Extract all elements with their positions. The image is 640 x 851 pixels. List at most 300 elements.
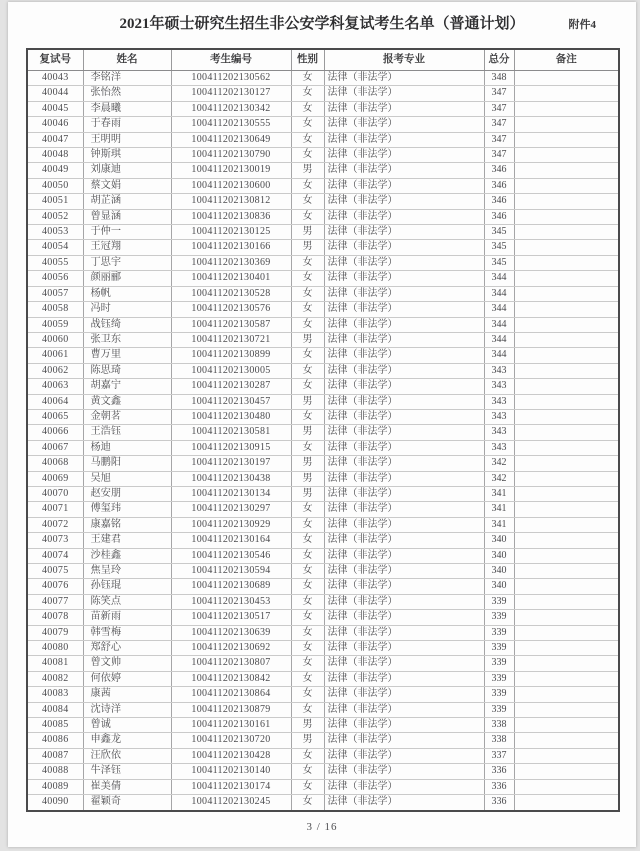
cell-exam-no: 40078: [27, 610, 83, 625]
cell-exam-no: 40090: [27, 795, 83, 811]
cell-score: 345: [484, 240, 514, 255]
cell-gender: 女: [291, 101, 324, 116]
cell-score: 339: [484, 625, 514, 640]
cell-remark: [514, 101, 619, 116]
cell-candidate-no: 100411202130689: [171, 579, 291, 594]
cell-gender: 女: [291, 795, 324, 811]
cell-candidate-no: 100411202130587: [171, 317, 291, 332]
col-header-remark: 备注: [514, 49, 619, 71]
cell-candidate-no: 100411202130161: [171, 718, 291, 733]
cell-major: 法律（非法学）: [324, 86, 484, 101]
cell-score: 341: [484, 486, 514, 501]
cell-score: 347: [484, 101, 514, 116]
cell-name: 曹万里: [83, 348, 171, 363]
cell-remark: [514, 517, 619, 532]
cell-exam-no: 40046: [27, 117, 83, 132]
cell-exam-no: 40059: [27, 317, 83, 332]
cell-candidate-no: 100411202130594: [171, 564, 291, 579]
cell-gender: 女: [291, 286, 324, 301]
cell-remark: [514, 456, 619, 471]
cell-score: 338: [484, 718, 514, 733]
cell-major: 法律（非法学）: [324, 687, 484, 702]
cell-name: 马鹏阳: [83, 456, 171, 471]
cell-name: 牛泽钰: [83, 764, 171, 779]
cell-gender: 男: [291, 486, 324, 501]
cell-exam-no: 40051: [27, 194, 83, 209]
cell-remark: [514, 671, 619, 686]
cell-score: 340: [484, 579, 514, 594]
cell-major: 法律（非法学）: [324, 564, 484, 579]
cell-exam-no: 40044: [27, 86, 83, 101]
cell-gender: 男: [291, 225, 324, 240]
table-row: [27, 456, 619, 471]
cell-major: 法律（非法学）: [324, 379, 484, 394]
cell-name: 韩雪梅: [83, 625, 171, 640]
cell-exam-no: 40086: [27, 733, 83, 748]
cell-candidate-no: 100411202130562: [171, 71, 291, 86]
table-row: [27, 440, 619, 455]
table-row: [27, 610, 619, 625]
cell-remark: [514, 286, 619, 301]
cell-name: 钟斯琪: [83, 148, 171, 163]
cell-gender: 女: [291, 379, 324, 394]
cell-remark: [514, 425, 619, 440]
cell-major: 法律（非法学）: [324, 209, 484, 224]
cell-exam-no: 40082: [27, 671, 83, 686]
cell-candidate-no: 100411202130879: [171, 702, 291, 717]
cell-name: 胡嘉宁: [83, 379, 171, 394]
cell-gender: 男: [291, 332, 324, 347]
cell-name: 战钰绮: [83, 317, 171, 332]
table-row: [27, 255, 619, 270]
cell-candidate-no: 100411202130836: [171, 209, 291, 224]
cell-score: 339: [484, 641, 514, 656]
cell-remark: [514, 132, 619, 147]
table-row: [27, 564, 619, 579]
cell-candidate-no: 100411202130807: [171, 656, 291, 671]
cell-gender: 男: [291, 471, 324, 486]
cell-major: 法律（非法学）: [324, 641, 484, 656]
cell-gender: 女: [291, 764, 324, 779]
cell-remark: [514, 594, 619, 609]
cell-score: 343: [484, 425, 514, 440]
cell-gender: 男: [291, 456, 324, 471]
cell-name: 杨迪: [83, 440, 171, 455]
table-row: [27, 209, 619, 224]
cell-candidate-no: 100411202130174: [171, 779, 291, 794]
cell-gender: 女: [291, 255, 324, 270]
table-row: [27, 687, 619, 702]
table-row: [27, 332, 619, 347]
cell-score: 346: [484, 163, 514, 178]
col-header-major: 报考专业: [324, 49, 484, 71]
cell-major: 法律（非法学）: [324, 409, 484, 424]
cell-exam-no: 40076: [27, 579, 83, 594]
table-row: [27, 379, 619, 394]
cell-major: 法律（非法学）: [324, 471, 484, 486]
cell-name: 康茜: [83, 687, 171, 702]
cell-name: 王冠翔: [83, 240, 171, 255]
cell-exam-no: 40053: [27, 225, 83, 240]
cell-exam-no: 40050: [27, 178, 83, 193]
cell-name: 王明明: [83, 132, 171, 147]
cell-gender: 女: [291, 779, 324, 794]
cell-name: 王浩钰: [83, 425, 171, 440]
cell-score: 336: [484, 779, 514, 794]
cell-major: 法律（非法学）: [324, 456, 484, 471]
cell-remark: [514, 163, 619, 178]
cell-major: 法律（非法学）: [324, 718, 484, 733]
cell-candidate-no: 100411202130649: [171, 132, 291, 147]
table-row: [27, 348, 619, 363]
table-row: [27, 148, 619, 163]
cell-name: 苗新雨: [83, 610, 171, 625]
table-row: [27, 656, 619, 671]
cell-gender: 男: [291, 733, 324, 748]
cell-major: 法律（非法学）: [324, 502, 484, 517]
cell-remark: [514, 271, 619, 286]
cell-name: 陈笑点: [83, 594, 171, 609]
table-row: [27, 517, 619, 532]
cell-candidate-no: 100411202130480: [171, 409, 291, 424]
cell-candidate-no: 100411202130576: [171, 302, 291, 317]
cell-major: 法律（非法学）: [324, 71, 484, 86]
cell-major: 法律（非法学）: [324, 363, 484, 378]
col-header-name: 姓名: [83, 49, 171, 71]
cell-remark: [514, 548, 619, 563]
attachment-label: 附件4: [568, 19, 596, 31]
cell-remark: [514, 394, 619, 409]
cell-major: 法律（非法学）: [324, 748, 484, 763]
cell-gender: 女: [291, 748, 324, 763]
cell-major: 法律（非法学）: [324, 225, 484, 240]
cell-gender: 女: [291, 502, 324, 517]
cell-candidate-no: 100411202130457: [171, 394, 291, 409]
cell-remark: [514, 71, 619, 86]
table-row: [27, 471, 619, 486]
cell-major: 法律（非法学）: [324, 194, 484, 209]
cell-exam-no: 40055: [27, 255, 83, 270]
cell-name: 赵安朋: [83, 486, 171, 501]
cell-score: 343: [484, 409, 514, 424]
cell-candidate-no: 100411202130245: [171, 795, 291, 811]
cell-exam-no: 40088: [27, 764, 83, 779]
cell-remark: [514, 610, 619, 625]
table-row: [27, 363, 619, 378]
cell-major: 法律（非法学）: [324, 795, 484, 811]
table-row: [27, 671, 619, 686]
cell-gender: 女: [291, 209, 324, 224]
cell-score: 339: [484, 594, 514, 609]
cell-remark: [514, 178, 619, 193]
cell-exam-no: 40063: [27, 379, 83, 394]
document-page: [8, 2, 636, 847]
table-row: [27, 548, 619, 563]
cell-major: 法律（非法学）: [324, 779, 484, 794]
cell-score: 345: [484, 225, 514, 240]
cell-name: 于仲一: [83, 225, 171, 240]
cell-name: 金朝茗: [83, 409, 171, 424]
cell-candidate-no: 100411202130164: [171, 533, 291, 548]
cell-remark: [514, 240, 619, 255]
cell-gender: 女: [291, 687, 324, 702]
cell-candidate-no: 100411202130369: [171, 255, 291, 270]
cell-gender: 女: [291, 194, 324, 209]
cell-remark: [514, 748, 619, 763]
table-row: [27, 101, 619, 116]
cell-score: 342: [484, 456, 514, 471]
cell-exam-no: 40074: [27, 548, 83, 563]
cell-name: 于春雨: [83, 117, 171, 132]
cell-score: 340: [484, 533, 514, 548]
cell-candidate-no: 100411202130899: [171, 348, 291, 363]
cell-major: 法律（非法学）: [324, 440, 484, 455]
cell-gender: 女: [291, 440, 324, 455]
cell-score: 336: [484, 764, 514, 779]
cell-gender: 女: [291, 625, 324, 640]
cell-name: 刘康迪: [83, 163, 171, 178]
cell-exam-no: 40052: [27, 209, 83, 224]
cell-candidate-no: 100411202130297: [171, 502, 291, 517]
cell-name: 郑舒心: [83, 641, 171, 656]
cell-exam-no: 40072: [27, 517, 83, 532]
cell-score: 339: [484, 702, 514, 717]
cell-score: 342: [484, 471, 514, 486]
cell-name: 颜丽郦: [83, 271, 171, 286]
cell-candidate-no: 100411202130125: [171, 225, 291, 240]
cell-name: 沈诗洋: [83, 702, 171, 717]
cell-gender: 女: [291, 363, 324, 378]
cell-score: 347: [484, 86, 514, 101]
table-row: [27, 163, 619, 178]
cell-remark: [514, 209, 619, 224]
cell-major: 法律（非法学）: [324, 332, 484, 347]
table-row: [27, 132, 619, 147]
cell-gender: 女: [291, 348, 324, 363]
cell-score: 343: [484, 394, 514, 409]
cell-gender: 女: [291, 656, 324, 671]
cell-exam-no: 40056: [27, 271, 83, 286]
cell-major: 法律（非法学）: [324, 240, 484, 255]
cell-candidate-no: 100411202130546: [171, 548, 291, 563]
cell-name: 黄文鑫: [83, 394, 171, 409]
cell-score: 344: [484, 286, 514, 301]
cell-exam-no: 40077: [27, 594, 83, 609]
cell-name: 傅玺玮: [83, 502, 171, 517]
cell-exam-no: 40047: [27, 132, 83, 147]
cell-candidate-no: 100411202130134: [171, 486, 291, 501]
cell-major: 法律（非法学）: [324, 486, 484, 501]
cell-score: 345: [484, 255, 514, 270]
cell-score: 340: [484, 548, 514, 563]
cell-score: 347: [484, 117, 514, 132]
cell-candidate-no: 100411202130428: [171, 748, 291, 763]
cell-exam-no: 40049: [27, 163, 83, 178]
cell-exam-no: 40083: [27, 687, 83, 702]
cell-candidate-no: 100411202130438: [171, 471, 291, 486]
table-row: [27, 795, 619, 811]
cell-major: 法律（非法学）: [324, 425, 484, 440]
cell-score: 343: [484, 440, 514, 455]
cell-candidate-no: 100411202130842: [171, 671, 291, 686]
cell-name: 李铭洋: [83, 71, 171, 86]
cell-remark: [514, 486, 619, 501]
table-row: [27, 71, 619, 86]
cell-name: 丁思宇: [83, 255, 171, 270]
table-row: [27, 302, 619, 317]
cell-remark: [514, 86, 619, 101]
cell-gender: 男: [291, 163, 324, 178]
cell-candidate-no: 100411202130790: [171, 148, 291, 163]
cell-name: 胡芷涵: [83, 194, 171, 209]
cell-gender: 女: [291, 132, 324, 147]
cell-candidate-no: 100411202130639: [171, 625, 291, 640]
cell-candidate-no: 100411202130401: [171, 271, 291, 286]
cell-name: 孙钰琨: [83, 579, 171, 594]
cell-score: 346: [484, 209, 514, 224]
table-row: [27, 702, 619, 717]
cell-remark: [514, 702, 619, 717]
cell-major: 法律（非法学）: [324, 255, 484, 270]
cell-score: 343: [484, 363, 514, 378]
cell-remark: [514, 718, 619, 733]
cell-exam-no: 40060: [27, 332, 83, 347]
table-row: [27, 271, 619, 286]
cell-gender: 女: [291, 117, 324, 132]
cell-name: 何依婷: [83, 671, 171, 686]
cell-gender: 女: [291, 409, 324, 424]
table-row: [27, 718, 619, 733]
cell-exam-no: 40057: [27, 286, 83, 301]
cell-candidate-no: 100411202130864: [171, 687, 291, 702]
cell-name: 汪欣依: [83, 748, 171, 763]
table-row: [27, 178, 619, 193]
cell-candidate-no: 100411202130453: [171, 594, 291, 609]
table-row: [27, 225, 619, 240]
cell-score: 341: [484, 517, 514, 532]
cell-exam-no: 40066: [27, 425, 83, 440]
cell-remark: [514, 302, 619, 317]
cell-major: 法律（非法学）: [324, 656, 484, 671]
table-row: [27, 317, 619, 332]
cell-major: 法律（非法学）: [324, 317, 484, 332]
cell-exam-no: 40068: [27, 456, 83, 471]
cell-exam-no: 40085: [27, 718, 83, 733]
cell-remark: [514, 117, 619, 132]
cell-remark: [514, 579, 619, 594]
header-row: [27, 49, 619, 71]
cell-exam-no: 40075: [27, 564, 83, 579]
col-header-gender: 性别: [291, 49, 324, 71]
cell-name: 康嘉铭: [83, 517, 171, 532]
cell-name: 杨帆: [83, 286, 171, 301]
cell-candidate-no: 100411202130555: [171, 117, 291, 132]
table-row: [27, 641, 619, 656]
title-row: [8, 13, 636, 35]
cell-candidate-no: 100411202130812: [171, 194, 291, 209]
table-row: [27, 394, 619, 409]
cell-score: 336: [484, 795, 514, 811]
cell-gender: 女: [291, 594, 324, 609]
cell-score: 344: [484, 317, 514, 332]
cell-candidate-no: 100411202130342: [171, 101, 291, 116]
cell-name: 王建君: [83, 533, 171, 548]
cell-name: 蔡文娟: [83, 178, 171, 193]
cell-gender: 女: [291, 641, 324, 656]
cell-exam-no: 40069: [27, 471, 83, 486]
cell-candidate-no: 100411202130721: [171, 332, 291, 347]
page-title: 2021年硕士研究生招生非公安学科复试考生名单（普通计划）: [119, 16, 525, 32]
cell-candidate-no: 100411202130692: [171, 641, 291, 656]
cell-remark: [514, 440, 619, 455]
cell-score: 347: [484, 132, 514, 147]
cell-candidate-no: 100411202130581: [171, 425, 291, 440]
cell-exam-no: 40061: [27, 348, 83, 363]
cell-exam-no: 40071: [27, 502, 83, 517]
cell-major: 法律（非法学）: [324, 548, 484, 563]
cell-name: 申鑫龙: [83, 733, 171, 748]
cell-exam-no: 40079: [27, 625, 83, 640]
cell-name: 张卫东: [83, 332, 171, 347]
cell-gender: 女: [291, 533, 324, 548]
cell-name: 焦呈玲: [83, 564, 171, 579]
cell-name: 曾显涵: [83, 209, 171, 224]
cell-major: 法律（非法学）: [324, 271, 484, 286]
col-header-score: 总分: [484, 49, 514, 71]
cell-major: 法律（非法学）: [324, 302, 484, 317]
cell-exam-no: 40064: [27, 394, 83, 409]
cell-major: 法律（非法学）: [324, 610, 484, 625]
cell-remark: [514, 656, 619, 671]
col-header-exam-no: 复试号: [27, 49, 83, 71]
cell-major: 法律（非法学）: [324, 764, 484, 779]
cell-candidate-no: 100411202130915: [171, 440, 291, 455]
cell-exam-no: 40058: [27, 302, 83, 317]
cell-name: 翟颖奇: [83, 795, 171, 811]
cell-exam-no: 40070: [27, 486, 83, 501]
cell-major: 法律（非法学）: [324, 394, 484, 409]
cell-exam-no: 40065: [27, 409, 83, 424]
cell-major: 法律（非法学）: [324, 178, 484, 193]
cell-candidate-no: 100411202130127: [171, 86, 291, 101]
cell-remark: [514, 379, 619, 394]
cell-gender: 男: [291, 425, 324, 440]
cell-remark: [514, 764, 619, 779]
cell-score: 341: [484, 502, 514, 517]
cell-score: 348: [484, 71, 514, 86]
cell-remark: [514, 533, 619, 548]
cell-remark: [514, 363, 619, 378]
page-number: 3 / 16: [306, 820, 338, 833]
cell-remark: [514, 733, 619, 748]
table-row: [27, 286, 619, 301]
cell-gender: 女: [291, 579, 324, 594]
cell-exam-no: 40062: [27, 363, 83, 378]
cell-score: 344: [484, 271, 514, 286]
cell-remark: [514, 795, 619, 811]
cell-remark: [514, 502, 619, 517]
cell-gender: 女: [291, 671, 324, 686]
cell-exam-no: 40089: [27, 779, 83, 794]
cell-gender: 男: [291, 718, 324, 733]
cell-candidate-no: 100411202130019: [171, 163, 291, 178]
cell-remark: [514, 779, 619, 794]
cell-gender: 女: [291, 517, 324, 532]
cell-candidate-no: 100411202130140: [171, 764, 291, 779]
cell-major: 法律（非法学）: [324, 671, 484, 686]
cell-remark: [514, 317, 619, 332]
cell-score: 344: [484, 302, 514, 317]
